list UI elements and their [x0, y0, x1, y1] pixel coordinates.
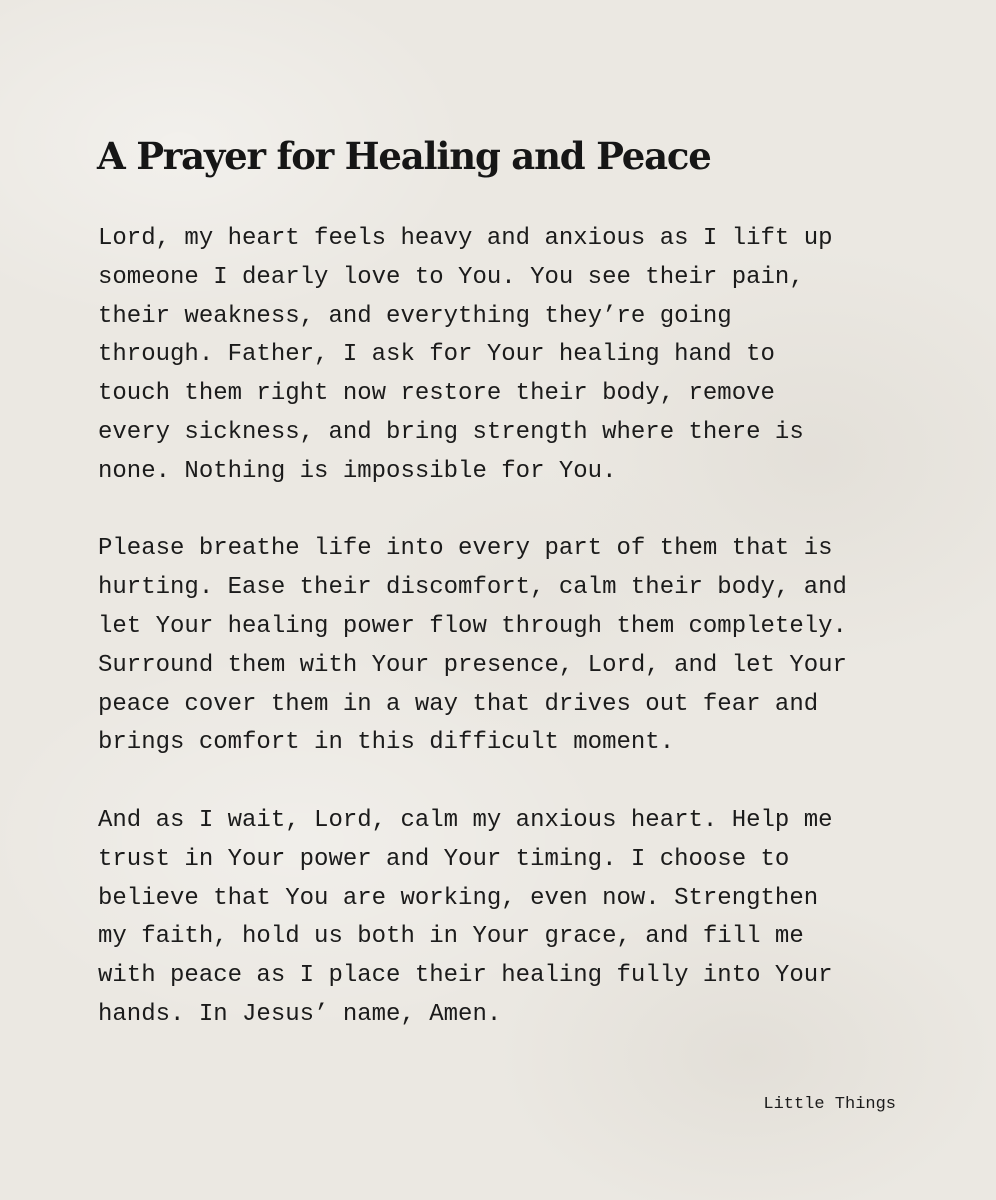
text-line: And as I wait, Lord, calm my anxious heart. Help me	[98, 806, 833, 834]
paragraph-1	[98, 220, 918, 492]
paragraph-3	[98, 802, 918, 1035]
text-line: believe that You are working, even now. Strengthen	[98, 884, 819, 912]
text-line: Please breathe life into every part of them that is	[98, 535, 833, 563]
text-line: through. Father, I ask for Your healing hand to	[98, 341, 775, 369]
paragraph-2	[98, 530, 918, 763]
text-line: trust in Your power and Your timing. I choose to	[98, 845, 790, 873]
text-line: brings comfort in this difficult moment.	[98, 729, 675, 757]
text-line: every sickness, and bring strength where there is	[98, 418, 804, 446]
text-line: peace cover them in a way that drives out fear and	[98, 690, 819, 718]
text-line: touch them right now restore their body, remove	[98, 380, 775, 408]
page-title: A Prayer for Healing and Peace	[97, 134, 711, 178]
signature: Little Things	[763, 1095, 896, 1114]
text-line: my faith, hold us both in Your grace, and fill me	[98, 923, 804, 951]
text-line: hands. In Jesus’ name, Amen.	[98, 1000, 502, 1028]
text-line: none. Nothing is impossible for You.	[98, 457, 617, 485]
prayer-body	[98, 220, 918, 1035]
text-line: hurting. Ease their discomfort, calm their body, and	[98, 574, 847, 602]
text-line: let Your healing power flow through them completely.	[98, 612, 847, 640]
text-line: with peace as I place their healing fully into Your	[98, 962, 833, 990]
text-line: someone I dearly love to You. You see their pain,	[98, 263, 804, 291]
text-line: Surround them with Your presence, Lord, and let Your	[98, 651, 847, 679]
text-line: their weakness, and everything they’re going	[98, 302, 732, 330]
text-line: Lord, my heart feels heavy and anxious as I lift up	[98, 225, 833, 252]
